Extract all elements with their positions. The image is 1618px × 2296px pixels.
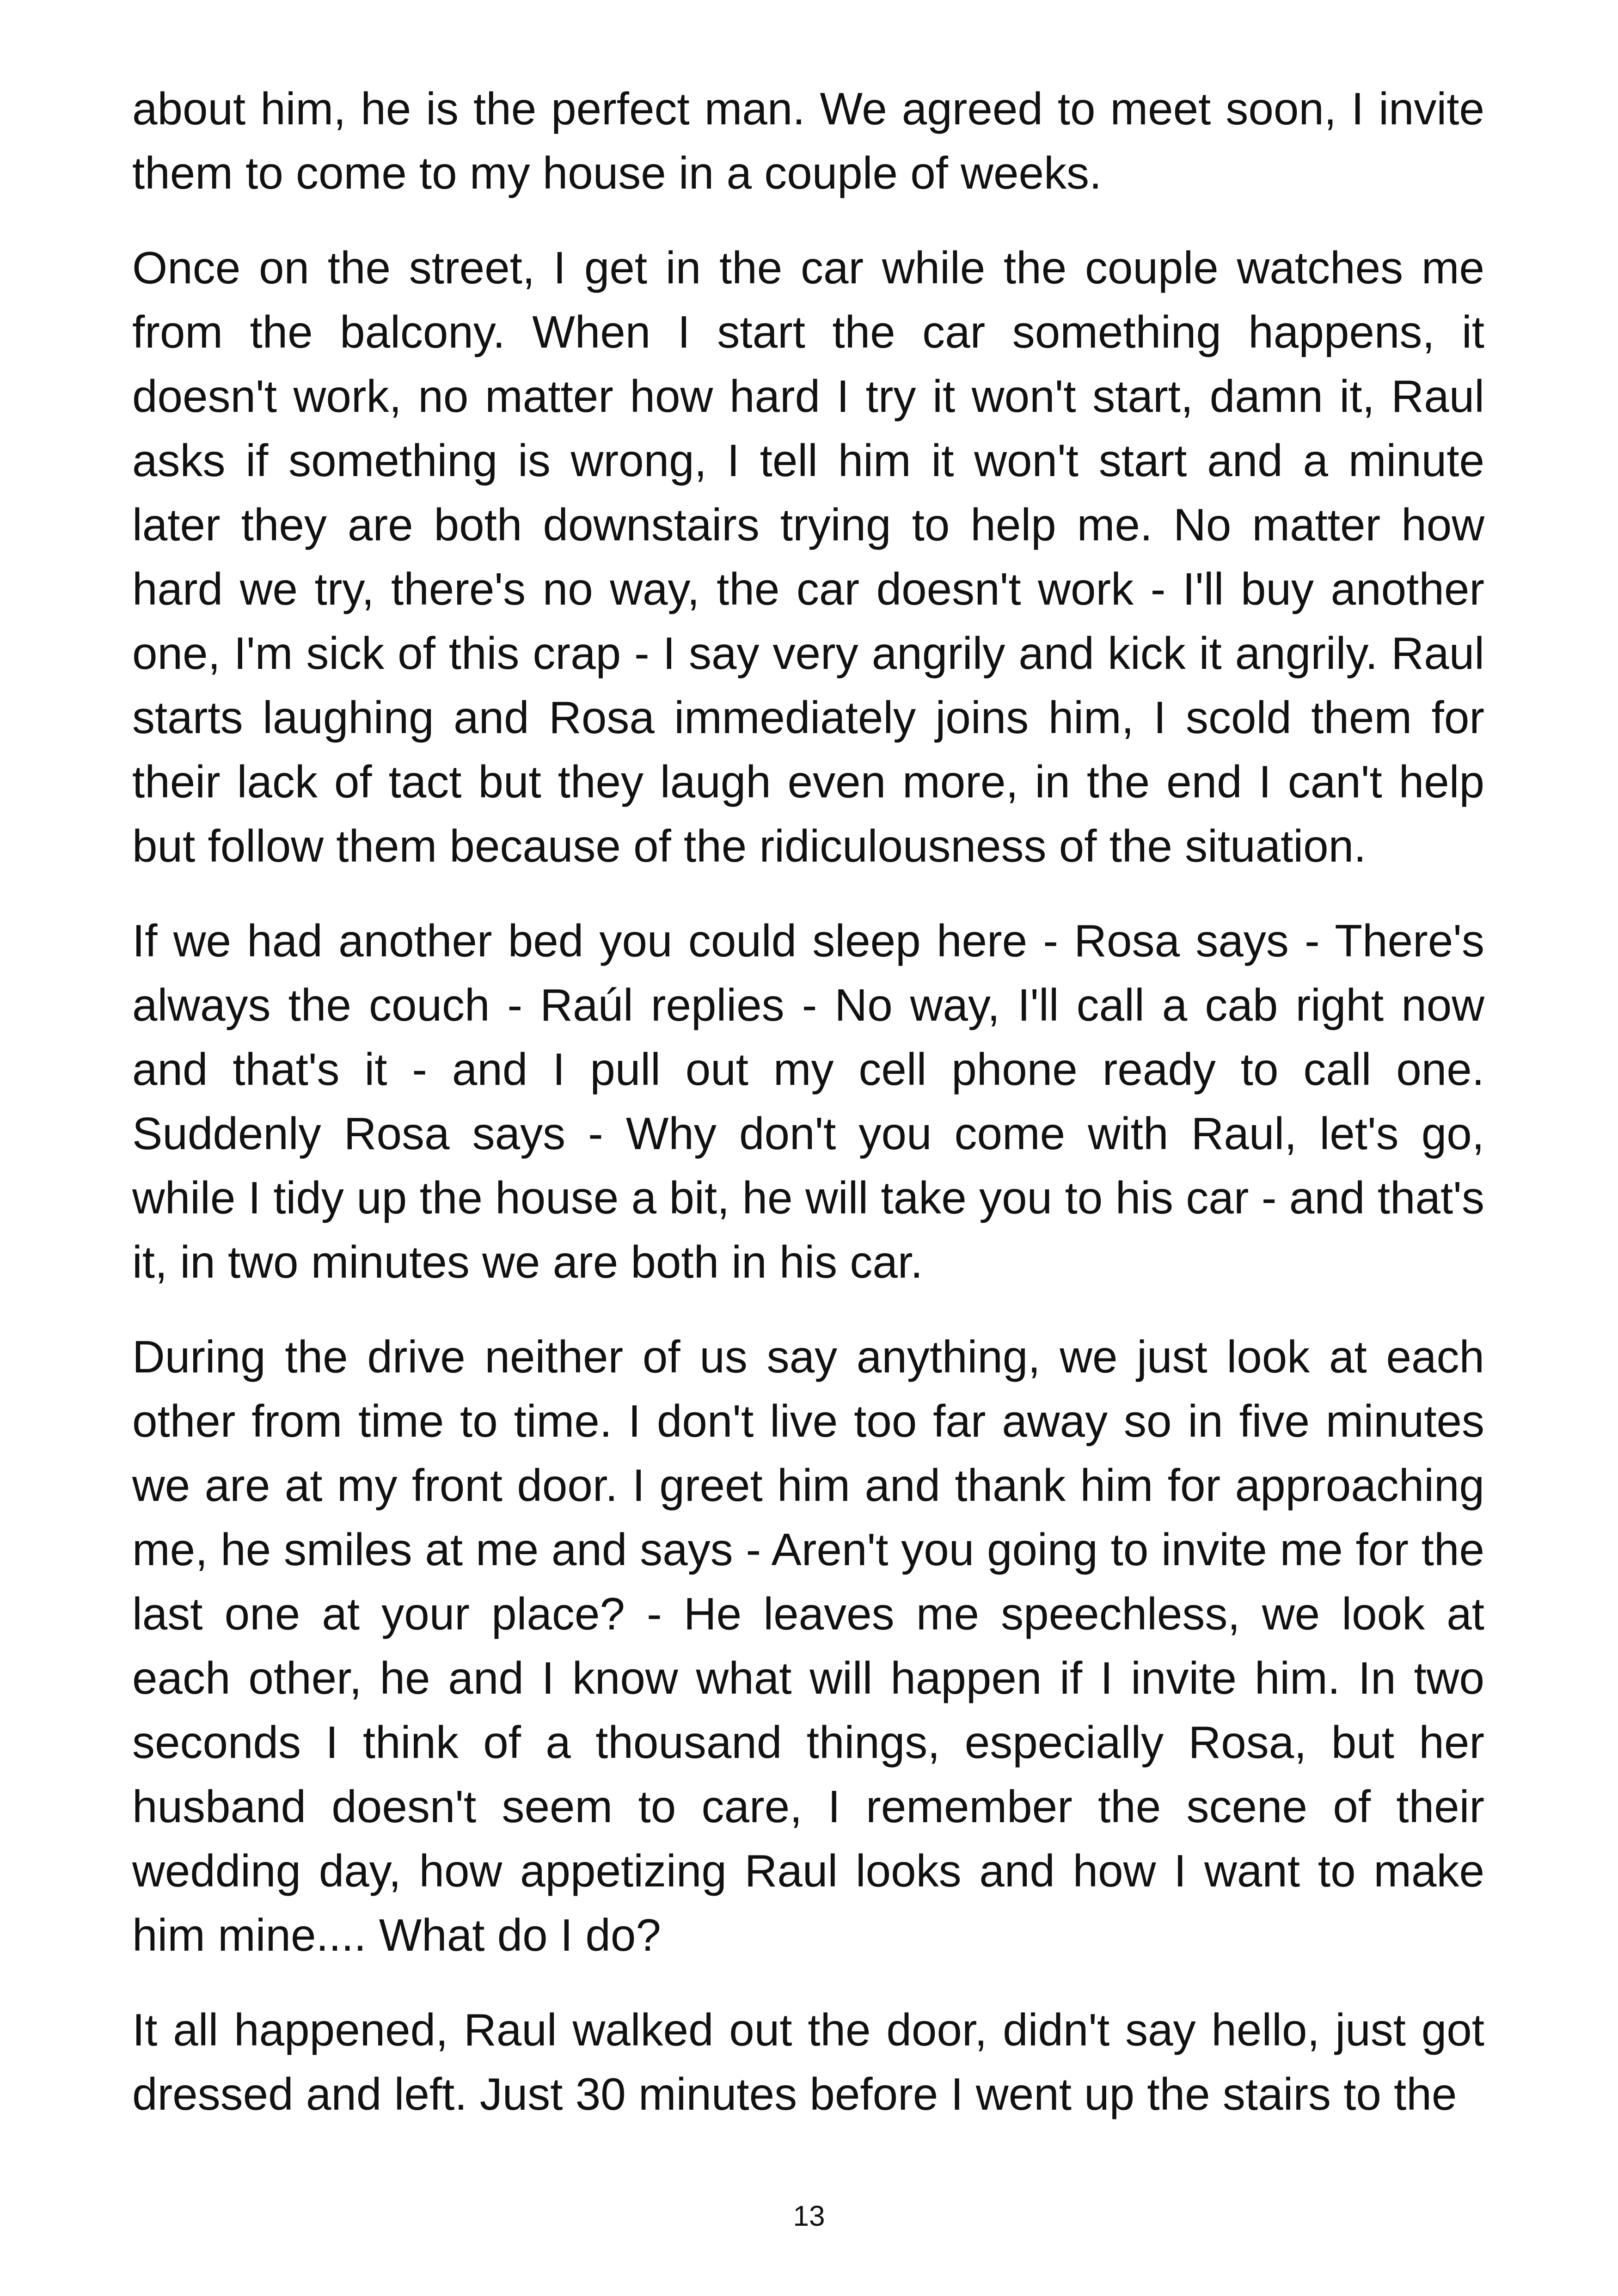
paragraph: Once on the street, I get in the car while the couple watches me from the balcony. When I start the car something happens, it doesn't work, no matter how hard I try it won't start, damn it, Raul asks if something is wrong, I tell him it won't start and a minute later they are both downstairs trying to help me. No matter how hard we try, there's no way, the car doesn't work - I'll buy another one, I'm sick of this crap - I say very angrily and kick it angrily. Raul starts laughing and Rosa immediately joins him, I scold them for their lack of tact but they laugh even more, in the end I can't help but follow them because of the ridiculousness of the situation. [132,242,1484,871]
paragraph: about him, he is the perfect man. We agreed to meet soon, I invite them to come to my house in a couple of weeks. [132,83,1484,198]
paragraph: During the drive neither of us say anything, we just look at each other from time to time. I don't live too far away so in five minutes we are at my front door. I greet him and thank him for approaching me, he smiles at me and says - Aren't you going to invite me for the last one at your place? - He leaves me speechless, we look at each other, he and I know what will happen if I invite him. In two seconds I think of a thousand things, especially Rosa, but her husband doesn't seem to care, I remember the scene of their wedding day, how appetizing Raul looks and how I want to make him mine.... What do I do? [132,1331,1484,1960]
page-number: 13 [793,2200,825,2232]
body-text [132,77,1484,2157]
paragraph: If we had another bed you could sleep here - Rosa says - There's always the couch - Raúl replies - No way, I'll call a cab right now and that's it - and I pull out my cell phone ready to call one. Suddenly Rosa says - Why don't you come with Raul, let's go, while I tidy up the house a bit, he will take you to his car - and that's it, in two minutes we are both in his car. [132,915,1484,1287]
paragraph: It all happened, Raul walked out the door, didn't say hello, just got dressed and left. Just 30 minutes before I went up the stairs to the [132,2004,1484,2119]
